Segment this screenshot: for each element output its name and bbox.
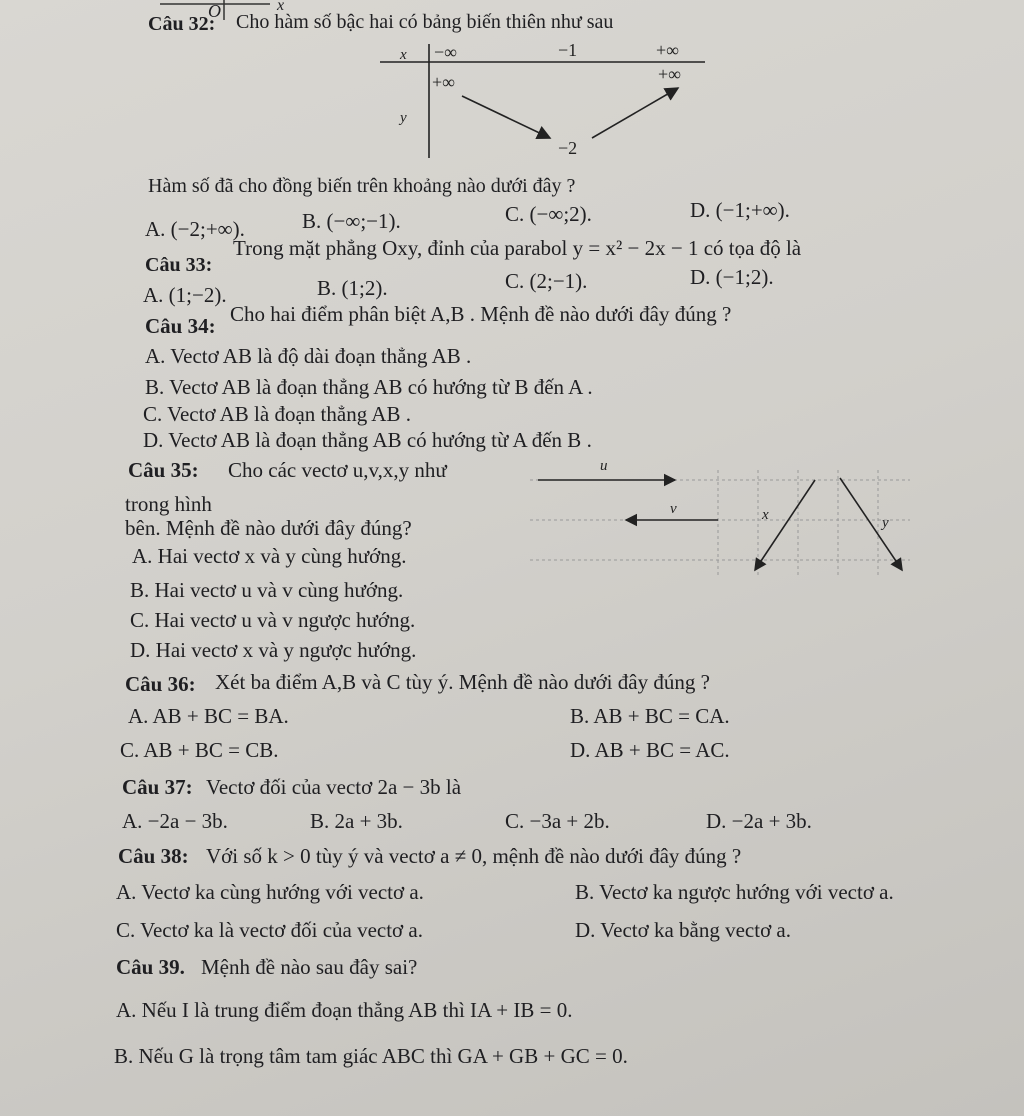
q35-text-3: bên. Mệnh đề nào dưới đây đúng?	[125, 516, 412, 540]
q32-option-c[interactable]: C. (−∞;2).	[505, 202, 592, 226]
vector-figure	[530, 450, 950, 590]
q35-option-b[interactable]: B. Hai vectơ u và v cùng hướng.	[130, 578, 404, 602]
x-axis-label: x	[277, 0, 285, 14]
q36-text: Xét ba điểm A,B và C tùy ý. Mệnh đề nào dưới đây đúng ?	[215, 670, 710, 694]
q32-text: Cho hàm số bậc hai có bảng biến thiên như sau	[236, 11, 614, 33]
table-y-right-inf: +∞	[658, 64, 681, 84]
q37-option-b[interactable]: B. 2a + 3b.	[310, 809, 403, 833]
q32-option-d[interactable]: D. (−1;+∞).	[690, 198, 790, 222]
q35-text-2: trong hình	[125, 492, 212, 516]
q37-option-d[interactable]: D. −2a + 3b.	[706, 809, 812, 833]
q34-option-d[interactable]: D. Vectơ AB là đoạn thẳng AB có hướng từ A đến B .	[143, 428, 592, 452]
decreasing-arrow	[462, 96, 550, 138]
q35-option-a[interactable]: A. Hai vectơ x và y cùng hướng.	[132, 544, 407, 568]
q34-text: Cho hai điểm phân biệt A,B . Mệnh đề nào dưới đây đúng ?	[230, 302, 732, 326]
vector-v-label: v	[670, 501, 677, 517]
q36-option-b[interactable]: B. AB + BC = CA.	[570, 704, 730, 728]
q33-option-d[interactable]: D. (−1;2).	[690, 265, 774, 289]
table-x-vertex: −1	[558, 40, 578, 60]
q38-text: Với số k > 0 tùy ý và vectơ a ≠ 0, mệnh đề nào dưới đây đúng ?	[206, 844, 742, 868]
vector-u-label: u	[600, 458, 608, 474]
q34-label: Câu 34:	[145, 314, 216, 338]
increasing-arrow	[592, 88, 678, 138]
table-y-left-inf: +∞	[432, 72, 455, 92]
q32-option-a[interactable]: A. (−2;+∞).	[145, 217, 245, 241]
q37-option-a[interactable]: A. −2a − 3b.	[122, 809, 228, 833]
table-x-label: x	[400, 47, 407, 63]
q35-text-1: Cho các vectơ u,v,x,y như	[228, 458, 447, 482]
q35-label: Câu 35:	[128, 458, 199, 482]
q37-label: Câu 37:	[122, 775, 193, 799]
q32-label: Câu 32:	[148, 13, 216, 35]
q35-option-d[interactable]: D. Hai vectơ x và y ngược hướng.	[130, 638, 417, 662]
table-y-min: −2	[558, 138, 578, 158]
vector-y-label: y	[882, 515, 889, 531]
q38-option-a[interactable]: A. Vectơ ka cùng hướng với vectơ a.	[116, 880, 424, 904]
vector-x	[755, 480, 815, 570]
q34-option-a[interactable]: A. Vectơ AB là độ dài đoạn thẳng AB .	[145, 344, 472, 368]
table-x-pos-inf: +∞	[656, 40, 679, 60]
q36-option-d[interactable]: D. AB + BC = AC.	[570, 738, 730, 762]
q34-option-c[interactable]: C. Vectơ AB là đoạn thẳng AB .	[143, 402, 411, 426]
vector-y	[840, 478, 902, 570]
q39-option-a[interactable]: A. Nếu I là trung điểm đoạn thẳng AB thì IA + IB = 0.	[116, 998, 573, 1022]
q33-label: Câu 33:	[145, 254, 213, 276]
variation-table	[380, 38, 720, 168]
origin-label: O	[208, 1, 221, 21]
q39-option-b[interactable]: B. Nếu G là trọng tâm tam giác ABC thì GA + GB + GC = 0.	[114, 1044, 628, 1068]
q33-option-a[interactable]: A. (1;−2).	[143, 283, 227, 307]
q38-option-c[interactable]: C. Vectơ ka là vectơ đối của vectơ a.	[116, 918, 423, 942]
q33-option-b[interactable]: B. (1;2).	[317, 276, 388, 300]
q36-option-c[interactable]: C. AB + BC = CB.	[120, 738, 279, 762]
q38-option-d[interactable]: D. Vectơ ka bằng vectơ a.	[575, 918, 791, 942]
q39-text: Mệnh đề nào sau đây sai?	[201, 955, 418, 979]
q38-label: Câu 38:	[118, 844, 189, 868]
q35-option-c[interactable]: C. Hai vectơ u và v ngược hướng.	[130, 608, 416, 632]
q33-text: Trong mặt phẳng Oxy, đỉnh của parabol y = x² − 2x − 1 có tọa độ là	[233, 236, 802, 260]
q33-option-c[interactable]: C. (2;−1).	[505, 269, 588, 293]
table-y-label: y	[400, 110, 407, 126]
q38-option-b[interactable]: B. Vectơ ka ngược hướng với vectơ a.	[575, 880, 894, 904]
vector-x-label: x	[762, 507, 769, 523]
q34-option-b[interactable]: B. Vectơ AB là đoạn thẳng AB có hướng từ B đến A .	[145, 375, 593, 399]
q32-question: Hàm số đã cho đồng biến trên khoảng nào dưới đây ?	[148, 175, 576, 197]
q37-text: Vectơ đối của vectơ 2a − 3b là	[206, 775, 462, 799]
q39-label: Câu 39.	[116, 955, 185, 979]
q36-label: Câu 36:	[125, 672, 196, 696]
q37-option-c[interactable]: C. −3a + 2b.	[505, 809, 610, 833]
q32-option-b[interactable]: B. (−∞;−1).	[302, 209, 401, 233]
q36-option-a[interactable]: A. AB + BC = BA.	[128, 704, 289, 728]
table-x-neg-inf: −∞	[434, 42, 457, 62]
